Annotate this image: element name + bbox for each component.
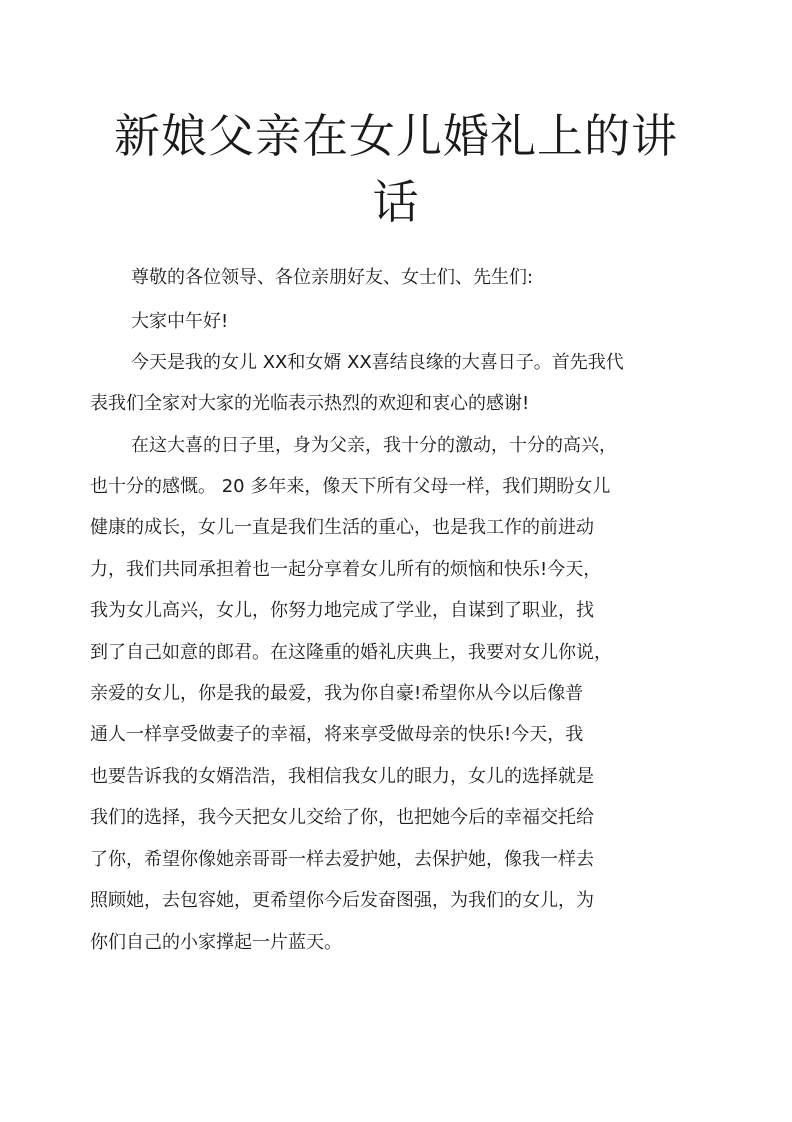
body-line: 你们自己的小家撑起一片蓝天。 [90, 932, 342, 953]
document-title-line-1: 新娘父亲在女儿婚礼上的讲 [114, 109, 678, 163]
greeting: 大家中午好! [131, 311, 229, 332]
body-line: 亲爱的女儿，你是我的最爱，我为你自豪!希望你从今以后像普 [90, 683, 584, 704]
body-line: 也要告诉我的女婿浩浩，我相信我女儿的眼力，女儿的选择就是 [90, 766, 594, 787]
body-line: 到了自己如意的郎君。在这隆重的婚礼庆典上，我要对女儿你说， [90, 642, 612, 663]
body-line: 在这大喜的日子里，身为父亲，我十分的激动，十分的高兴， [131, 435, 617, 456]
body-line: 也十分的感慨。 20 多年来，像天下所有父母一样，我们期盼女儿 [90, 476, 611, 497]
body-line: 力，我们共同承担着也一起分享着女儿所有的烦恼和快乐!今天， [90, 559, 602, 580]
body-line: 通人一样享受做妻子的幸福，将来享受做母亲的快乐!今天，我 [90, 724, 584, 745]
salutation: 尊敬的各位领导、各位亲朋好友、女士们、先生们: [131, 267, 534, 288]
body-line: 表我们全家对大家的光临表示热烈的欢迎和衷心的感谢! [90, 393, 530, 414]
body-line: 我们的选择，我今天把女儿交给了你，也把她今后的幸福交托给 [90, 807, 594, 828]
body-line: 我为女儿高兴，女儿，你努力地完成了学业，自谋到了职业，找 [90, 600, 594, 621]
document-title-line-2: 话 [372, 175, 420, 229]
body-line: 照顾她，去包容她，更希望你今后发奋图强，为我们的女儿，为 [90, 890, 594, 911]
body-line: 了你，希望你像她亲哥哥一样去爱护她，去保护她，像我一样去 [90, 849, 594, 870]
body-line: 健康的成长，女儿一直是我们生活的重心，也是我工作的前进动 [90, 517, 594, 538]
body-line: 今天是我的女儿 XX和女婿 XX喜结良缘的大喜日子。首先我代 [131, 352, 624, 373]
